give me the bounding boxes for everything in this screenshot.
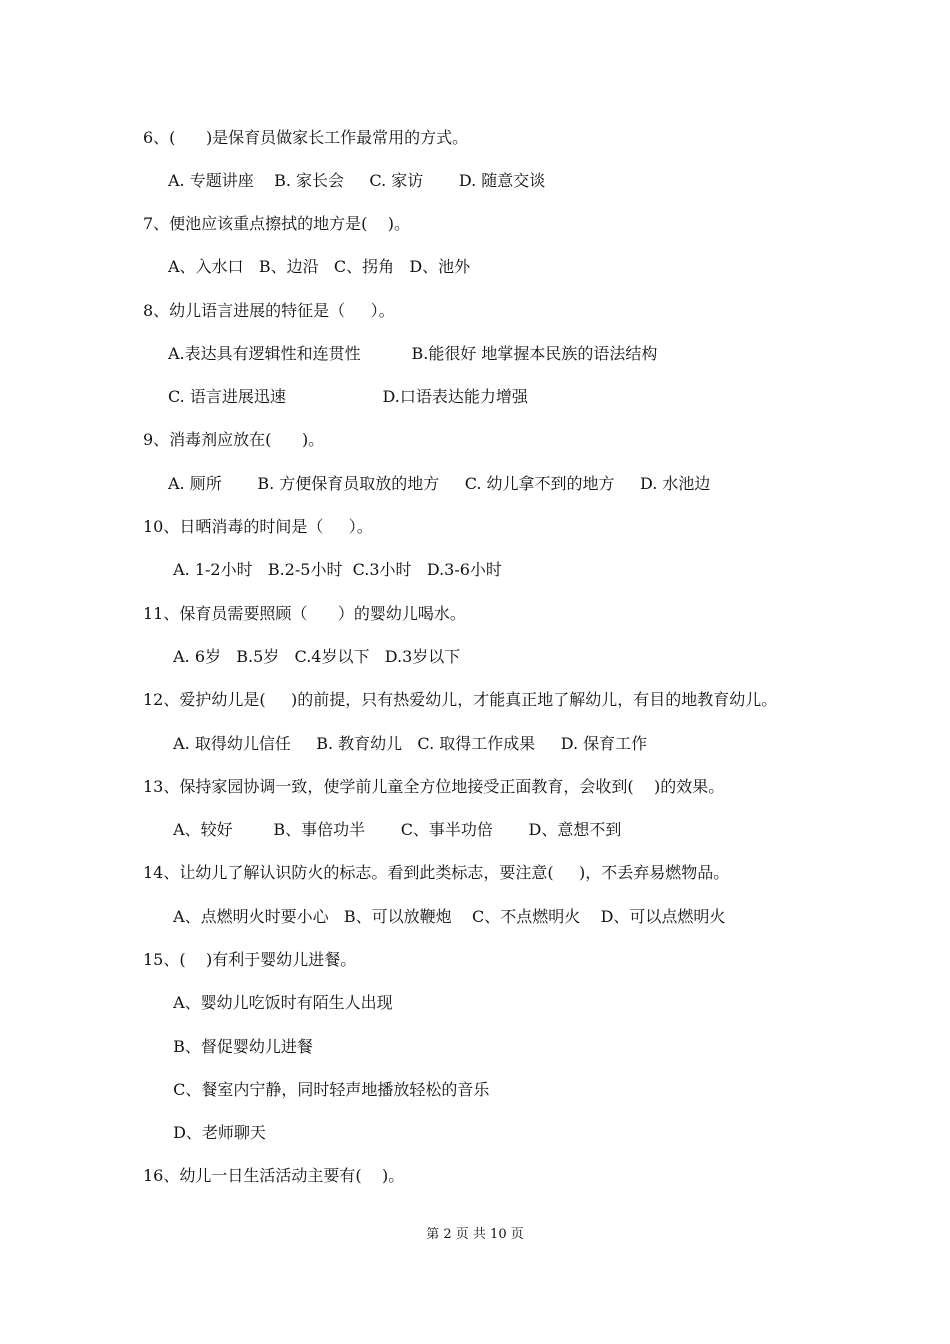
- question-9: 9、消毒剂应放在( )。: [143, 430, 325, 449]
- question-15: 15、( )有利于婴幼儿进餐。: [143, 950, 357, 969]
- question-14: 14、让幼儿了解认识防火的标志。看到此类标志，要注意( )，不丢弃易燃物品。: [143, 863, 730, 882]
- options-9: A. 厕所 B. 方便保育员取放的地方 C. 幼儿拿不到的地方 D. 水池边: [168, 474, 711, 493]
- question-11: 11、保育员需要照顾（ ）的婴幼儿喝水。: [143, 604, 466, 623]
- options-6: A. 专题讲座 B. 家长会 C. 家访 D. 随意交谈: [168, 171, 546, 190]
- question-10: 10、日晒消毒的时间是（ ）。: [143, 517, 373, 536]
- options-12: A. 取得幼儿信任 B. 教育幼儿 C. 取得工作成果 D. 保育工作: [168, 734, 648, 753]
- question-6: 6、( )是保育员做家长工作最常用的方式。: [143, 128, 469, 147]
- options-13: A、较好 B、事倍功半 C、事半功倍 D、意想不到: [168, 820, 622, 839]
- question-16: 16、幼儿一日生活活动主要有( )。: [143, 1166, 405, 1185]
- question-12: 12、爱护幼儿是( )的前提，只有热爱幼儿，才能真正地了解幼儿，有目的地教育幼儿。: [143, 690, 778, 709]
- options-8-row2: C. 语言进展迅速 D.口语表达能力增强: [168, 387, 528, 406]
- option-15-d: D、老师聊天: [168, 1123, 266, 1142]
- option-15-a: A、婴幼儿吃饭时有陌生人出现: [168, 993, 393, 1012]
- options-11: A. 6岁 B.5岁 C.4岁以下 D.3岁以下: [168, 647, 461, 666]
- options-7: A、入水口 B、边沿 C、拐角 D、池外: [168, 257, 471, 276]
- option-15-b: B、督促婴幼儿进餐: [168, 1037, 313, 1056]
- page-footer: 第 2 页 共 10 页: [426, 1227, 524, 1242]
- options-8-row1: A.表达具有逻辑性和连贯性 B.能很好 地掌握本民族的语法结构: [168, 344, 658, 363]
- option-15-c: C、餐室内宁静，同时轻声地播放轻松的音乐: [168, 1080, 490, 1099]
- options-10: A. 1-2小时 B.2-5小时 C.3小时 D.3-6小时: [168, 560, 502, 579]
- question-8: 8、幼儿语言进展的特征是（ ）。: [143, 301, 395, 320]
- question-7: 7、便池应该重点擦拭的地方是( )。: [143, 214, 411, 233]
- question-13: 13、保持家园协调一致，使学前儿童全方位地接受正面教育，会收到( )的效果。: [143, 777, 725, 796]
- options-14: A、点燃明火时要小心 B、可以放鞭炮 C、不点燃明火 D、可以点燃明火: [168, 907, 726, 926]
